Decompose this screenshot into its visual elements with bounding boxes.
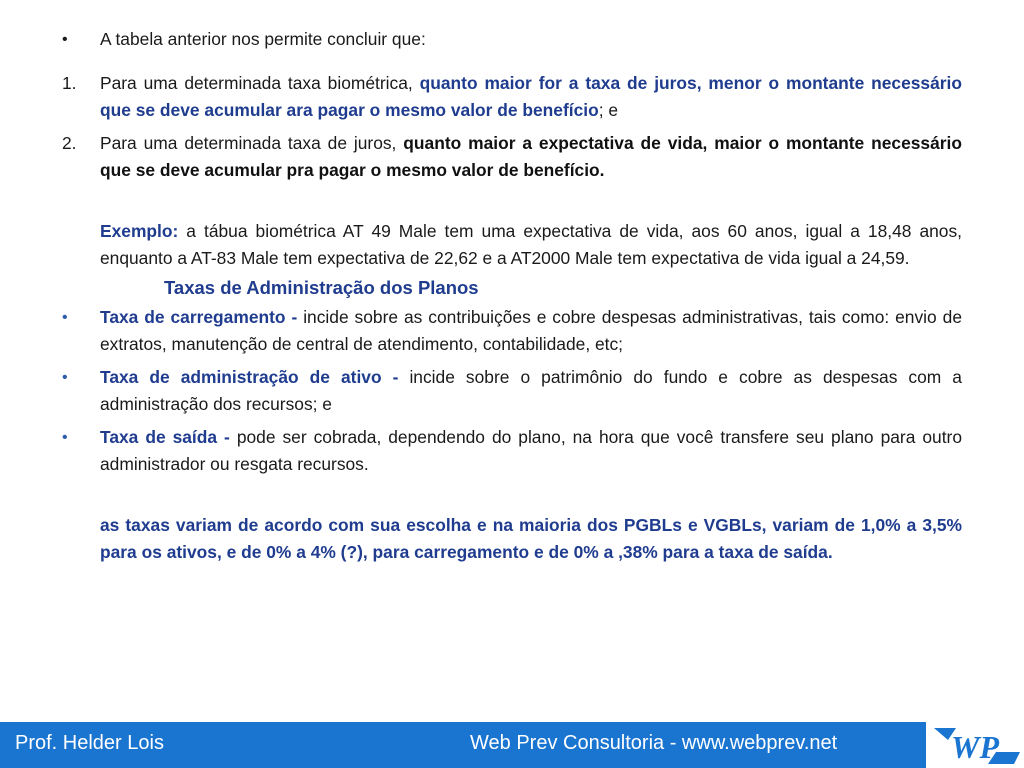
section-heading: Taxas de Administração dos Planos — [164, 277, 479, 298]
example-text: a tábua biométrica AT 49 Male tem uma expectativa de vida, aos 60 anos, igual a 18,48 anos, enquanto a AT-83 Male tem expectativa de 22,62 e a AT2000 Male tem expectativa de vida igual a 24,59. — [100, 221, 962, 268]
logo-text: WP — [951, 729, 999, 765]
item-text: Para uma determinada taxa biométrica, — [100, 73, 420, 93]
bullet-marker: • — [62, 369, 68, 386]
fee-item — [62, 304, 962, 358]
fee-text: pode ser cobrada, dependendo do plano, na hora que você transfere seu plano para outro administrador ou resgata recursos. — [100, 427, 962, 474]
intro-text: A tabela anterior nos permite concluir que: — [100, 29, 426, 49]
fee-label: Taxa de administração de ativo - — [100, 367, 410, 387]
wp-logo — [926, 722, 1024, 768]
fee-label: Taxa de carregamento - — [100, 307, 304, 327]
item-highlight: quanto maior for a taxa de juros, menor o montante necessário que se deve acumular ara pagar o mesmo valor de benefício — [100, 73, 962, 120]
numbered-item-2 — [62, 130, 962, 184]
item-number: 1. — [62, 73, 77, 93]
footer-author: Prof. Helder Lois — [15, 732, 164, 754]
item-text-after: ; e — [598, 100, 619, 120]
bullet-marker: • — [62, 31, 68, 48]
fee-text: incide sobre o patrimônio do fundo e cobre as despesas com a administração dos recursos; e — [100, 367, 962, 414]
item-highlight: quanto maior a expectativa de vida, maior o montante necessário que se deve acumular pra pagar o mesmo valor de benefício. — [100, 133, 962, 180]
numbered-item-1 — [62, 70, 962, 124]
wp-logo-icon — [926, 722, 1024, 768]
bullet-marker: • — [62, 429, 68, 446]
example-paragraph — [62, 218, 962, 272]
item-number: 2. — [62, 133, 77, 153]
footer-company: Web Prev Consultoria - www.webprev.net — [470, 732, 838, 754]
note-paragraph: as taxas variam de acordo com sua escolha e na maioria dos PGBLs e VGBLs, variam de 1,0% a 3,5% para os ativos, e de 0% a 4% (?), para carregamento e de 0% a ,38% para a taxa de saída. — [100, 515, 962, 562]
fee-item — [62, 424, 962, 478]
fee-text: incide sobre as contribuições e cobre despesas administrativas, tais como: envio de extratos, manutenção de central de atendimento, contabilidade, etc; — [100, 307, 962, 354]
fee-item — [62, 364, 962, 418]
example-label: Exemplo: — [100, 221, 179, 241]
item-text: Para uma determinada taxa de juros, — [100, 133, 404, 153]
fee-label: Taxa de saída - — [100, 427, 237, 447]
slide-content — [62, 26, 962, 566]
bullet-marker: • — [62, 309, 68, 326]
intro-line — [62, 26, 962, 53]
footer-bar — [0, 722, 1024, 768]
